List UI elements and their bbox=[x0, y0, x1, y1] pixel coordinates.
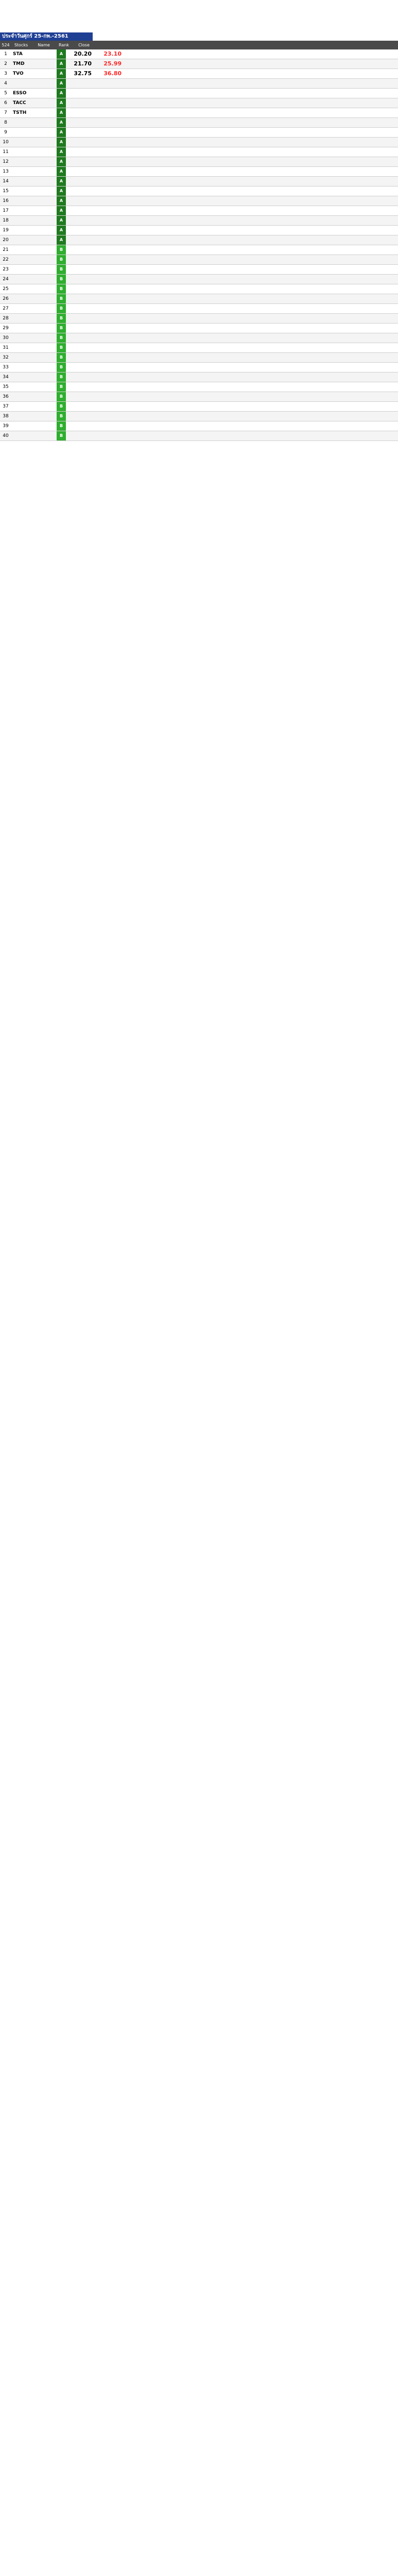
grade-badge: B bbox=[57, 412, 66, 421]
close-price bbox=[71, 294, 92, 303]
row-number: 2 bbox=[4, 61, 7, 66]
close-price bbox=[71, 284, 92, 294]
target-price bbox=[101, 304, 122, 313]
target-price bbox=[101, 187, 122, 196]
stock-symbol bbox=[11, 157, 31, 166]
close-price bbox=[71, 216, 92, 225]
grade-badge: A bbox=[57, 187, 66, 196]
close-price bbox=[71, 402, 92, 411]
grade-badge: B bbox=[57, 245, 66, 255]
close-price bbox=[71, 226, 92, 235]
target-price bbox=[101, 245, 122, 255]
grade-badge: B bbox=[57, 324, 66, 333]
row-number: 22 bbox=[3, 257, 9, 262]
close-price bbox=[71, 177, 92, 186]
target-price bbox=[101, 255, 122, 264]
table-row[interactable] bbox=[0, 265, 398, 275]
close-price bbox=[71, 255, 92, 264]
grade-badge: B bbox=[57, 304, 66, 313]
row-number: 38 bbox=[3, 414, 9, 419]
grade-badge: B bbox=[57, 392, 66, 401]
table-row[interactable] bbox=[0, 382, 398, 392]
target-price bbox=[101, 294, 122, 303]
grade-badge: A bbox=[57, 226, 66, 235]
grade-badge: B bbox=[57, 343, 66, 352]
target-price bbox=[101, 431, 122, 440]
row-number: 8 bbox=[4, 120, 7, 125]
row-number: 32 bbox=[3, 355, 9, 360]
table-row[interactable] bbox=[0, 353, 398, 363]
stock-symbol bbox=[11, 284, 31, 294]
table-row[interactable] bbox=[0, 118, 398, 128]
close-price bbox=[71, 235, 92, 245]
table-row[interactable] bbox=[0, 167, 398, 177]
stock-symbol bbox=[11, 245, 31, 255]
row-number: 13 bbox=[3, 169, 9, 174]
stock-symbol bbox=[11, 412, 31, 421]
row-number: 30 bbox=[3, 335, 9, 341]
close-price bbox=[71, 382, 92, 392]
grade-badge: B bbox=[57, 402, 66, 411]
grade-badge: B bbox=[57, 284, 66, 294]
report-banner bbox=[0, 0, 398, 32]
target-price bbox=[101, 157, 122, 166]
row-number: 25 bbox=[3, 286, 9, 292]
grade-badge: B bbox=[57, 372, 66, 382]
target-price bbox=[101, 128, 122, 137]
row-number: 17 bbox=[3, 208, 9, 213]
close-price bbox=[71, 118, 92, 127]
table-row[interactable] bbox=[0, 392, 398, 402]
close-price: 32.75 bbox=[74, 70, 92, 77]
table-row[interactable] bbox=[0, 402, 398, 412]
grade-badge: B bbox=[57, 333, 66, 343]
close-price bbox=[71, 412, 92, 421]
stock-symbol bbox=[11, 275, 31, 284]
row-number: 11 bbox=[3, 149, 9, 155]
grade-badge: B bbox=[57, 314, 66, 323]
stock-symbol bbox=[11, 421, 31, 431]
table-row[interactable] bbox=[0, 255, 398, 265]
grade-badge: B bbox=[57, 363, 66, 372]
row-number: 29 bbox=[3, 326, 9, 331]
header-grade[interactable]: Rank bbox=[59, 43, 69, 47]
stock-symbol: TSTH bbox=[13, 110, 27, 115]
table-row[interactable] bbox=[0, 421, 398, 431]
grade-badge: B bbox=[57, 275, 66, 284]
stock-symbol bbox=[11, 343, 31, 352]
target-price bbox=[101, 108, 122, 117]
grade-badge: B bbox=[57, 255, 66, 264]
table-row[interactable] bbox=[0, 235, 398, 245]
stock-symbol: STA bbox=[13, 52, 23, 57]
table-row[interactable] bbox=[0, 284, 398, 294]
table-row[interactable] bbox=[0, 324, 398, 333]
grade-badge: B bbox=[57, 382, 66, 392]
stock-symbol bbox=[11, 226, 31, 235]
close-price bbox=[71, 89, 92, 98]
row-number: 16 bbox=[3, 198, 9, 204]
close-price bbox=[71, 372, 92, 382]
row-number: 12 bbox=[3, 159, 9, 164]
table-row[interactable] bbox=[0, 147, 398, 157]
table-row[interactable] bbox=[0, 363, 398, 372]
close-price bbox=[71, 79, 92, 88]
stock-symbol: TACC bbox=[13, 100, 26, 106]
target-price bbox=[101, 333, 122, 343]
close-price bbox=[71, 157, 92, 166]
target-price bbox=[101, 118, 122, 127]
target-price bbox=[101, 363, 122, 372]
target-price bbox=[101, 353, 122, 362]
stock-symbol bbox=[11, 314, 31, 323]
stock-symbol bbox=[11, 402, 31, 411]
close-price: 20.20 bbox=[74, 50, 92, 57]
row-number: 24 bbox=[3, 277, 9, 282]
row-number: 26 bbox=[3, 296, 9, 301]
header-symbol[interactable]: Stocks bbox=[14, 43, 28, 47]
target-price bbox=[101, 206, 122, 215]
grade-badge: A bbox=[57, 206, 66, 215]
close-price bbox=[71, 265, 92, 274]
row-number: 34 bbox=[3, 375, 9, 380]
stock-symbol: TMD bbox=[13, 61, 25, 66]
target-price bbox=[101, 138, 122, 147]
table-row[interactable] bbox=[0, 69, 398, 79]
target-price bbox=[101, 382, 122, 392]
close-price bbox=[71, 196, 92, 206]
grade-badge: B bbox=[57, 294, 66, 303]
table-row[interactable] bbox=[0, 294, 398, 304]
close-price bbox=[71, 314, 92, 323]
target-price bbox=[101, 284, 122, 294]
close-price bbox=[71, 275, 92, 284]
table-row[interactable] bbox=[0, 49, 398, 59]
close-price bbox=[71, 353, 92, 362]
grade-badge: A bbox=[57, 147, 66, 157]
close-price: 21.70 bbox=[74, 60, 92, 67]
close-price bbox=[71, 333, 92, 343]
close-price bbox=[71, 304, 92, 313]
row-number: 31 bbox=[3, 345, 9, 350]
stock-symbol bbox=[11, 167, 31, 176]
stock-symbol bbox=[11, 431, 31, 440]
table-row[interactable] bbox=[0, 372, 398, 382]
table-row[interactable] bbox=[0, 226, 398, 235]
grade-badge: A bbox=[57, 177, 66, 186]
row-number: 7 bbox=[4, 110, 7, 115]
row-number: 28 bbox=[3, 316, 9, 321]
stock-symbol bbox=[11, 372, 31, 382]
table-row[interactable] bbox=[0, 98, 398, 108]
row-number: 15 bbox=[3, 189, 9, 194]
close-price bbox=[71, 431, 92, 440]
row-number: 20 bbox=[3, 238, 9, 243]
target-price bbox=[101, 275, 122, 284]
table-row[interactable] bbox=[0, 343, 398, 353]
target-price bbox=[101, 216, 122, 225]
grade-badge: A bbox=[57, 167, 66, 176]
stock-symbol bbox=[11, 255, 31, 264]
stock-symbol bbox=[11, 392, 31, 401]
target-price bbox=[101, 412, 122, 421]
row-number: 1 bbox=[4, 52, 7, 57]
table-row[interactable] bbox=[0, 275, 398, 284]
grade-badge: A bbox=[57, 49, 66, 59]
stock-symbol: TVO bbox=[13, 71, 24, 76]
close-price bbox=[71, 206, 92, 215]
grade-badge: A bbox=[57, 89, 66, 98]
table-row[interactable] bbox=[0, 245, 398, 255]
row-number: 19 bbox=[3, 228, 9, 233]
target-price bbox=[101, 226, 122, 235]
target-price bbox=[101, 372, 122, 382]
grade-badge: A bbox=[57, 235, 66, 245]
table-row[interactable] bbox=[0, 177, 398, 187]
stock-symbol bbox=[11, 177, 31, 186]
target-price bbox=[101, 147, 122, 157]
grade-badge: A bbox=[57, 138, 66, 147]
stock-symbol bbox=[11, 294, 31, 303]
row-number: 23 bbox=[3, 267, 9, 272]
table-row[interactable] bbox=[0, 128, 398, 138]
target-price bbox=[101, 167, 122, 176]
header-target[interactable] bbox=[97, 41, 125, 49]
table-row[interactable] bbox=[0, 431, 398, 441]
row-number: 27 bbox=[3, 306, 9, 311]
row-number: 14 bbox=[3, 179, 9, 184]
grade-badge: B bbox=[57, 265, 66, 274]
stock-symbol bbox=[11, 235, 31, 245]
grade-badge: A bbox=[57, 69, 66, 78]
stock-symbol bbox=[11, 304, 31, 313]
grade-badge: A bbox=[57, 108, 66, 117]
stock-symbol bbox=[11, 363, 31, 372]
target-price bbox=[101, 235, 122, 245]
target-price bbox=[101, 314, 122, 323]
table-row[interactable] bbox=[0, 216, 398, 226]
target-price: 23.10 bbox=[103, 50, 122, 57]
stock-symbol bbox=[11, 128, 31, 137]
stock-symbol bbox=[11, 324, 31, 333]
target-price bbox=[101, 392, 122, 401]
row-number: 21 bbox=[3, 247, 9, 252]
table-row[interactable] bbox=[0, 59, 398, 69]
stock-symbol bbox=[11, 187, 31, 196]
row-number: 10 bbox=[3, 140, 9, 145]
target-price: 25.99 bbox=[103, 60, 122, 67]
row-number: 5 bbox=[4, 91, 7, 96]
row-number: 35 bbox=[3, 384, 9, 389]
stock-symbol bbox=[11, 382, 31, 392]
header-no[interactable]: 524 bbox=[2, 43, 10, 47]
row-number: 18 bbox=[3, 218, 9, 223]
close-price bbox=[71, 128, 92, 137]
row-number: 6 bbox=[4, 100, 7, 106]
row-number: 33 bbox=[3, 365, 9, 370]
table-row[interactable] bbox=[0, 187, 398, 196]
table-row[interactable] bbox=[0, 196, 398, 206]
table-row[interactable] bbox=[0, 138, 398, 147]
stock-symbol bbox=[11, 79, 31, 88]
header-close[interactable]: Close bbox=[78, 43, 90, 47]
table-row[interactable] bbox=[0, 157, 398, 167]
close-price bbox=[71, 147, 92, 157]
close-price bbox=[71, 138, 92, 147]
stock-symbol bbox=[11, 138, 31, 147]
grade-badge: A bbox=[57, 216, 66, 225]
grade-badge: B bbox=[57, 431, 66, 440]
target-price bbox=[101, 177, 122, 186]
row-number: 9 bbox=[4, 130, 7, 135]
target-price bbox=[101, 324, 122, 333]
stock-symbol bbox=[11, 206, 31, 215]
grade-badge: A bbox=[57, 157, 66, 166]
table-row[interactable] bbox=[0, 206, 398, 216]
target-price bbox=[101, 421, 122, 431]
header-name[interactable]: Name bbox=[38, 43, 50, 47]
row-number: 36 bbox=[3, 394, 9, 399]
grade-badge: A bbox=[57, 59, 66, 69]
target-price bbox=[101, 265, 122, 274]
stock-symbol bbox=[11, 147, 31, 157]
header-right[interactable] bbox=[255, 41, 398, 49]
close-price bbox=[71, 392, 92, 401]
close-price bbox=[71, 324, 92, 333]
close-price bbox=[71, 245, 92, 255]
table-row[interactable] bbox=[0, 89, 398, 98]
table-row[interactable] bbox=[0, 412, 398, 421]
close-price bbox=[71, 421, 92, 431]
stock-symbol: ESSO bbox=[13, 91, 27, 96]
grade-badge: A bbox=[57, 79, 66, 88]
grade-badge: A bbox=[57, 118, 66, 127]
close-price bbox=[71, 167, 92, 176]
close-price bbox=[71, 363, 92, 372]
stock-symbol bbox=[11, 216, 31, 225]
row-number: 40 bbox=[3, 433, 9, 438]
target-price bbox=[101, 343, 122, 352]
table-row[interactable] bbox=[0, 79, 398, 89]
row-number: 3 bbox=[4, 71, 7, 76]
table-row[interactable] bbox=[0, 314, 398, 324]
date-label: ประจำวันศุกร์ 25-กพ.-2561 bbox=[0, 32, 93, 41]
grade-badge: A bbox=[57, 196, 66, 206]
grade-badge: A bbox=[57, 98, 66, 108]
target-price bbox=[101, 402, 122, 411]
close-price bbox=[71, 108, 92, 117]
table-header bbox=[0, 41, 398, 49]
row-number: 39 bbox=[3, 423, 9, 429]
target-price bbox=[101, 89, 122, 98]
row-number: 4 bbox=[4, 81, 7, 86]
stock-symbol bbox=[11, 265, 31, 274]
close-price bbox=[71, 98, 92, 108]
stock-symbol bbox=[11, 333, 31, 343]
target-price: 36.80 bbox=[103, 70, 122, 77]
table-row[interactable] bbox=[0, 304, 398, 314]
close-price bbox=[71, 187, 92, 196]
close-price bbox=[71, 343, 92, 352]
grade-badge: A bbox=[57, 128, 66, 137]
target-price bbox=[101, 98, 122, 108]
row-number: 37 bbox=[3, 404, 9, 409]
header-history[interactable] bbox=[129, 41, 252, 49]
target-price bbox=[101, 196, 122, 206]
table-row[interactable] bbox=[0, 333, 398, 343]
target-price bbox=[101, 79, 122, 88]
stock-symbol bbox=[11, 118, 31, 127]
grade-badge: B bbox=[57, 353, 66, 362]
grade-badge: B bbox=[57, 421, 66, 431]
table-row[interactable] bbox=[0, 108, 398, 118]
stock-symbol bbox=[11, 196, 31, 206]
stock-symbol bbox=[11, 353, 31, 362]
